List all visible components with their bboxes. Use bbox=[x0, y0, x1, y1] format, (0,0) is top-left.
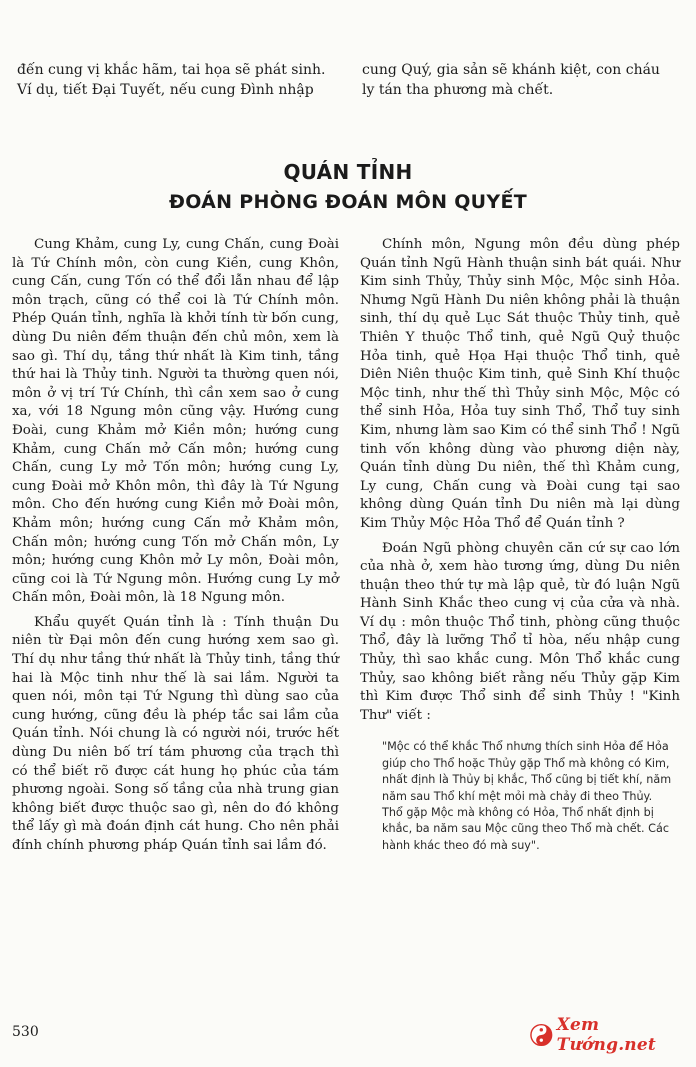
text-line: cung Quý, gia sản sẽ khánh kiệt, con cháu bbox=[362, 62, 660, 78]
section-title bbox=[0, 157, 696, 217]
text-line: Ví dụ, tiết Đại Tuyết, nếu cung Đình nhập bbox=[17, 82, 314, 98]
quote-block: "Mộc có thể khắc Thổ nhưng thích sinh Hỏa để Hỏa giúp cho Thổ hoặc Thủy gặp Thổ mà không có Kim, nhất định là Thủy bị khắc, Thổ cũng bị tiết khí, năm năm sau Thổ khí mệt mỏi mà chảy đi theo Thủy. Thổ gặp Mộc mà không có Hỏa, Thổ nhất định bị khắc, ba năm sau Mộc cũng theo Thổ mà chết. Các hành khác theo đó mà suy". bbox=[382, 740, 672, 852]
previous-text-right bbox=[362, 60, 682, 100]
paragraph: Chính môn, Ngung môn đều dùng phép Quán tỉnh Ngũ Hành thuận sinh bát quái. Như Kim sinh Thủy, Thủy sinh Mộc, Mộc sinh Hỏa. Nhưng Ngũ Hành Du niên không phải là thuận sinh, thí dụ quẻ Lục Sát thuộc Thủy tinh, quẻ Thiên Y thuộc Thổ tinh, quẻ Ngũ Quỷ thuộc Hỏa tinh, quẻ Họa Hại thuộc Thổ tinh, quẻ Diên Niên thuộc Kim tinh, quẻ Sinh Khí thuộc Mộc tinh, như thế thì Thủy sinh Mộc, Mộc có thể sinh Hỏa, Hỏa tuy sinh Thổ, Thổ tuy sinh Kim, nhưng làm sao Kim có thể sinh Thổ ! Ngũ tinh vốn không dùng vào phương diện này, Quán tỉnh dùng Du niên, thế thì Khảm cung, Ly cung, Chấn cung và Đoài cung tại sao không dùng Quán tỉnh Du niên mà lại dùng Kim Thủy Mộc Hỏa Thổ để Quán tỉnh ? bbox=[360, 237, 680, 531]
yin-yang-icon bbox=[530, 1023, 553, 1047]
text-line: ly tán tha phương mà chết. bbox=[362, 82, 554, 98]
paragraph: Cung Khảm, cung Ly, cung Chấn, cung Đoài là Tứ Chính môn, còn cung Kiền, cung Khôn, cung Cấn, cung Tốn có thể đổi lẫn nhau để lập môn trạch, cũng có thể coi là Tứ Chính môn. Phép Quán tỉnh, nghĩa là khởi tính từ bốn cung, dùng Du niên đếm thuận đến chủ môn, xem là sao gì. Thí dụ, tầng thứ nhất là Kim tinh, tầng thứ hai là Thủy tinh. Người ta thường quen nói, môn ở vị trí Tứ Chính, thì cần xem sao ở cung xa, với 18 Ngung môn cũng vậy. Hướng cung Đoài, cung Khảm mở Kiền môn; hướng cung Khảm, cung Chấn mở Cấn môn; hướng cung Chấn, cung Ly mở Tốn môn; hướng cung Ly, cung Đoài mở Khôn môn, thì đây là Tứ Ngung môn. Cho đến hướng cung Kiền mở Đoài môn, Khảm môn; hướng cung Cấn mở Khảm môn, Chấn môn; hướng cung Tốn mở Chấn môn, Ly môn; hướng cung Khôn mở Ly môn, Đoài môn, cũng coi là Tứ Ngung môn. Hướng cung Ly mở Chấn môn, Đoài môn, là 18 Ngung môn. bbox=[12, 237, 339, 606]
title-line-2: ĐOÁN PHÒNG ĐOÁN MÔN QUYẾT bbox=[168, 191, 527, 213]
logo-text: Xem Tướng.net bbox=[556, 1015, 656, 1055]
text-line: đến cung vị khắc hãm, tai họa sẽ phát sinh. bbox=[17, 62, 326, 78]
page-number: 530 bbox=[12, 1024, 39, 1040]
paragraph: Đoán Ngũ phòng chuyên căn cứ sự cao lớn của nhà ở, xem hào tương ứng, dùng Du niên thuận theo thứ tự mà lập quẻ, từ đó luận Ngũ Hành Sinh Khắc theo cung vị của cửa và nhà. Ví dụ : môn thuộc Thổ tinh, phòng cũng thuộc Thổ, đây là lưỡng Thổ tỉ hòa, nếu nhập cung Thủy, thì sao khắc cung. Môn Thổ khắc cung Thủy, sao không biết rằng nếu Thủy gặp Kim thì Kim được Thổ sinh để sinh Thủy ! "Kinh Thư" viết : bbox=[360, 540, 680, 723]
site-logo bbox=[530, 1015, 696, 1055]
paragraph: Khẩu quyết Quán tỉnh là : Tính thuận Du niên từ Đại môn đến cung hướng xem sao gì. Thí dụ như tầng thứ nhất là Thủy tinh, tầng thứ hai là Mộc tinh như thế là sai lầm. Người ta quen nói, môn tại Tứ Ngung thì dùng sao của cung hướng, cũng đều là phép tắc sai lầm của Quán tỉnh. Nói chung là có người nói, trước hết dùng Du niên bố trí tám phương của trạch thì có thể biết rõ được cát hung họ phúc của tám phương ngoài. Song số tầng của nhà trung gian không biết được thuộc sao gì, nên do đó không thể lấy gì mà đoán định cát hung. Cho nên phải đính chính phương pháp Quán tỉnh sai lầm đó. bbox=[12, 614, 339, 853]
title-line-1: QUÁN TỈNH bbox=[283, 160, 413, 184]
left-column bbox=[12, 236, 339, 862]
previous-text-left bbox=[17, 60, 347, 100]
right-column bbox=[360, 236, 680, 854]
